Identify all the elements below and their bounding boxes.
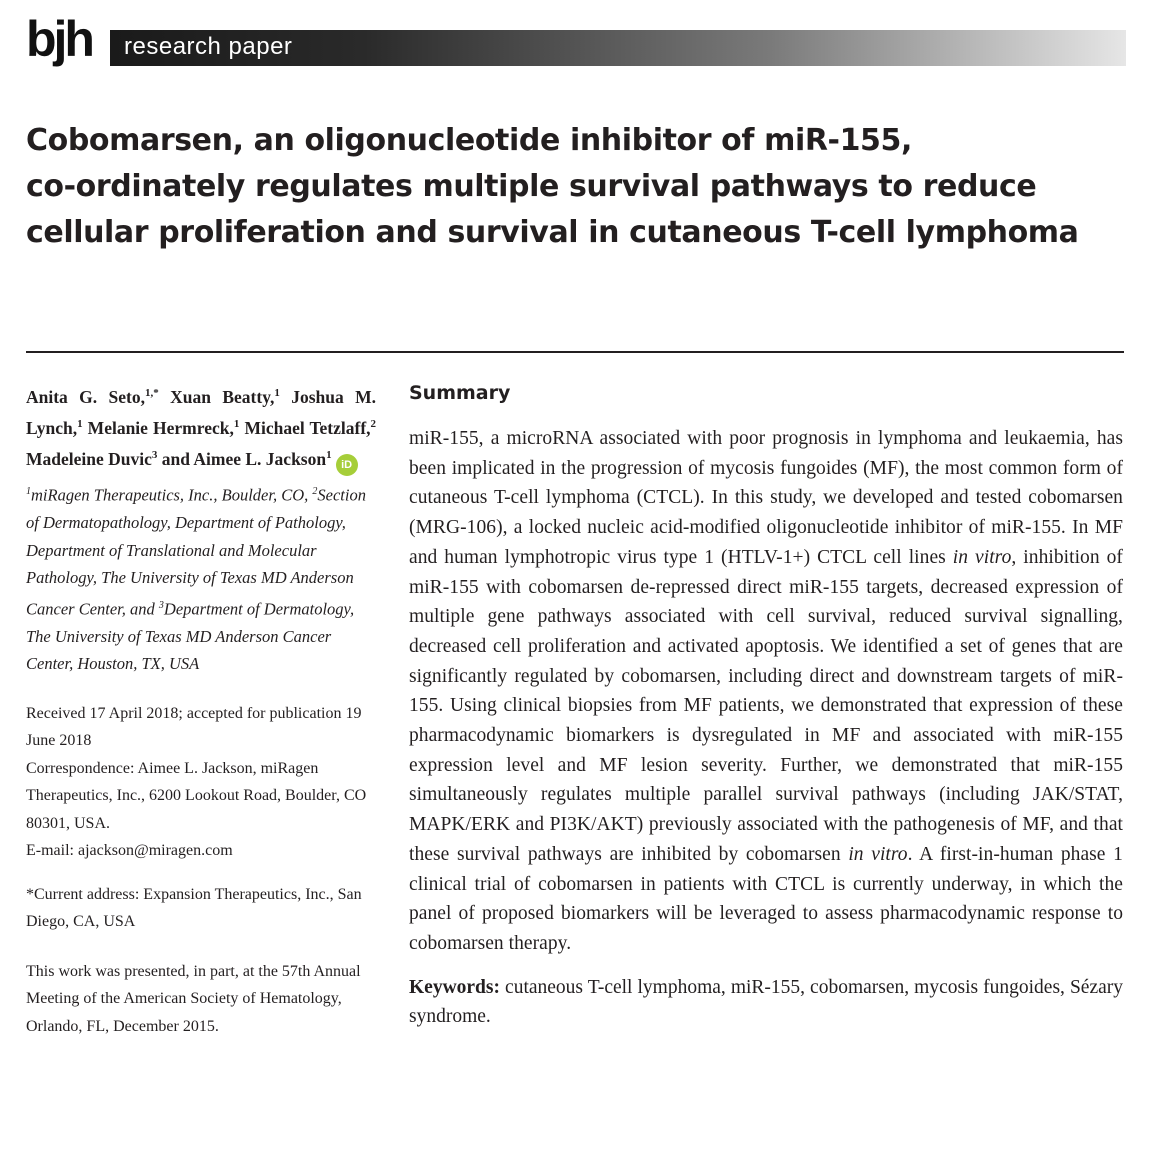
summary-heading: Summary <box>409 382 511 404</box>
summary-part: miR-155, a microRNA associated with poor prognosis in lymphoma and leukaemia, has been implicated in the progression of mycosis fungoides (MF), the most common form of cutaneous T-cell lymphoma (CTCL). In this study, we developed and tested cobomarsen (MRG-106), a locked nucleic acid-modified oligonucleotide inhibitor of miR-155. In MF and human lymphotropic virus type 1 (HTLV-1+) CTCL cell lines <box>409 428 1123 568</box>
author-affil-marker: 1 <box>77 417 83 430</box>
author-name: Xuan Beatty, <box>170 386 275 407</box>
author-name: and Aimee L. Jackson <box>161 448 327 469</box>
presentation-note: This work was presented, in part, at the 57th Annual Meeting of the American Society of Hematology, Orlando, FL, December 2015. <box>26 962 361 1035</box>
section-banner <box>110 30 1126 66</box>
author-name: Joshua M. Lynch, <box>26 386 377 438</box>
affil-marker: 1 <box>26 486 31 498</box>
author-list <box>26 380 376 476</box>
received-accepted: Received 17 April 2018; accepted for publication 19 June 2018 <box>26 704 362 750</box>
affil-marker: 3 <box>158 599 164 611</box>
email-address[interactable]: E-mail: ajackson@miragen.com <box>26 842 233 860</box>
title-line: Cobomarsen, an oligonucleotide inhibitor of miR-155, <box>26 123 912 158</box>
keywords <box>409 973 1123 1032</box>
author-affil-marker: 1 <box>326 448 332 461</box>
author-affil-marker: 2 <box>370 417 377 430</box>
article-dates-correspondence <box>26 700 376 865</box>
summary-italic: in vitro <box>952 546 1012 568</box>
author-name: Michael Tetzlaff, <box>244 417 371 438</box>
author-affil-marker: 1 <box>233 417 240 430</box>
article-title <box>26 118 1136 256</box>
affil-text: Section of Dermatopathology, Department of Pathology, Department of Translational and Molecular Pathology, The University of Texas MD Anderson Cancer Center, and <box>26 485 366 619</box>
title-line: cellular proliferation and survival in cutaneous T-cell lymphoma <box>26 215 1079 250</box>
keywords-text: cutaneous T-cell lymphoma, miR-155, cobomarsen, mycosis fungoides, Sézary syndrome. <box>409 976 1124 1028</box>
summary-column <box>409 378 1123 1032</box>
affil-text: miRagen Therapeutics, Inc., Boulder, CO, <box>31 485 309 505</box>
author-affil-marker: 1,* <box>145 387 159 399</box>
section-label: research paper <box>124 33 293 60</box>
title-divider <box>26 351 1124 353</box>
author-name: Anita G. Seto, <box>26 386 145 407</box>
author-affil-marker: 3 <box>151 448 158 461</box>
affil-text: Department of Dermatology, The University of Texas MD Anderson Cancer Center, Houston, TX, USA <box>26 599 355 674</box>
correspondence: Correspondence: Aimee L. Jackson, miRagen Therapeutics, Inc., 6200 Lookout Road, Boulder, CO 80301, USA. <box>26 759 367 832</box>
affil-marker: 2 <box>312 486 318 498</box>
author-name: Madeleine Duvic <box>26 448 152 469</box>
affiliations <box>26 478 376 678</box>
summary-italic: in vitro <box>848 843 908 865</box>
summary-part: , inhibition of miR-155 with cobomarsen de-repressed direct miR-155 targets, decreased expression of multiple gene pathways associated with cell survival, reduced survival signalling, decreased cell proliferation and activated apoptosis. We identified a set of genes that are significantly regulated by cobomarsen, including direct and downstream targets of miR-155. Using clinical biopsies from MF patients, we demonstrated that expression of these pharmacodynamic biomarkers is dysregulated in MF and associated with miR-155 expression level and MF lesion severity. Further, we demonstrated that miR-155 simultaneously regulates multiple parallel survival pathways (including JAK/STAT, MAPK/ERK and PI3K/AKT) previously associated with the pathogenesis of MF, and that these survival pathways are inhibited by cobomarsen <box>409 546 1123 865</box>
current-address-note: *Current address: Expansion Therapeutics, Inc., San Diego, CA, USA <box>26 885 362 931</box>
keywords-label: Keywords: <box>409 976 500 998</box>
author-name: Melanie Hermreck, <box>87 417 234 438</box>
summary-text <box>409 424 1123 959</box>
author-affil-marker: 1 <box>274 387 280 399</box>
author-column <box>26 380 376 1040</box>
journal-logo: bjh <box>26 11 92 67</box>
orcid-icon[interactable]: iD <box>336 454 358 476</box>
journal-header <box>26 11 1126 68</box>
summary-part: . A first-in-human phase 1 clinical trial of cobomarsen in patients with CTCL is currently underway, in which the panel of proposed biomarkers will be leveraged to assess pharmacodynamic response to cobomarsen therapy. <box>409 843 1123 954</box>
title-line: co-ordinately regulates multiple survival pathways to reduce <box>26 169 1037 204</box>
